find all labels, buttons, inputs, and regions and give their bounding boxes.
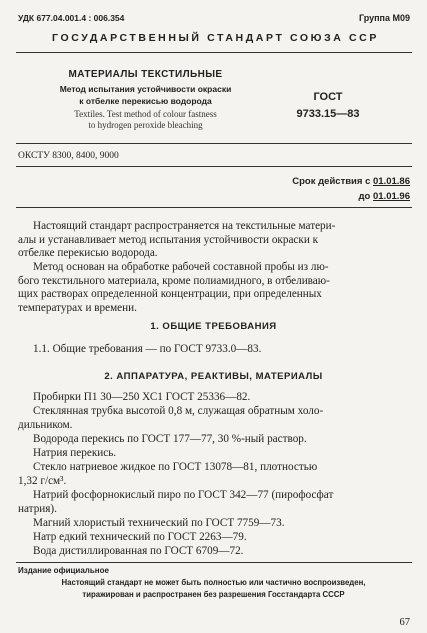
validity-end — [359, 191, 410, 202]
section2-heading: 2. АППАРАТУРА, РЕАКТИВЫ, МАТЕРИАЛЫ — [104, 371, 323, 382]
okstu-rule — [16, 166, 412, 167]
document-subtitle-line1: Метод испытания устойчивости окраски — [59, 84, 232, 94]
document-title: МАТЕРИАЛЫ ТЕКСТИЛЬНЫЕ — [68, 69, 223, 80]
intro-line: бого текстильного материала, кроме полиамидного, в отбеливаю- — [18, 275, 330, 287]
footer-rule — [16, 562, 412, 563]
page-number: 67 — [399, 617, 410, 628]
gost-label: ГОСТ — [313, 91, 343, 103]
section1-heading: 1. ОБЩИЕ ТРЕБОВАНИЯ — [150, 321, 277, 332]
intro-line: алы и устанавливает метод испытания устойчивости окраски к — [18, 234, 319, 246]
state-standard-banner: ГОСУДАРСТВЕННЫЙ СТАНДАРТ СОЮЗА ССР — [52, 32, 379, 44]
title-rule — [16, 143, 412, 144]
equipment-item: 1,32 г/см³. — [18, 475, 67, 487]
equipment-item: натрия). — [18, 503, 57, 515]
validity-start — [292, 176, 410, 187]
header-rule — [16, 52, 412, 53]
equipment-item: Вода дистиллированная по ГОСТ 6709—72. — [33, 545, 244, 557]
validity-end-date: 01.01.96 — [373, 191, 410, 202]
intro-line: отбелке перекисью водорода. — [18, 247, 158, 259]
okstu-code: ОКСТУ 8300, 8400, 9000 — [18, 151, 119, 161]
validity-start-date: 01.01.86 — [373, 176, 410, 187]
intro-line: Настоящий стандарт распространяется на текстильные матери- — [33, 220, 336, 232]
group-code: Группа М09 — [358, 13, 410, 23]
equipment-item: Магний хлористый технический по ГОСТ 7759—73. — [33, 517, 285, 529]
equipment-item: Водорода перекись по ГОСТ 177—77, 30 %-ный раствор. — [33, 433, 307, 445]
english-title-line1: Textiles. Test method of colour fastness — [74, 109, 217, 119]
equipment-item: Натр едкий технический по ГОСТ 2263—79. — [33, 531, 247, 543]
english-title-line2: to hydrogen peroxide bleaching — [88, 120, 203, 130]
equipment-item: Натрия перекись. — [33, 447, 117, 459]
official-edition-label: Издание официальное — [18, 566, 109, 575]
equipment-item: Стекло натриевое жидкое по ГОСТ 13078—81, плотностью — [33, 461, 318, 473]
udk-code: УДК 677.04.001.4 : 006.354 — [18, 13, 125, 23]
intro-line: Метод основан на обработке рабочей составной пробы из лю- — [33, 261, 329, 273]
equipment-item: Натрий фосфорнокислый пиро по ГОСТ 342—77 (пирофосфат — [33, 489, 334, 501]
validity-rule — [16, 207, 412, 208]
gost-number: 9733.15—83 — [296, 108, 360, 120]
document-subtitle-line2: к отбелке перекисью водорода — [79, 96, 212, 106]
intro-line: щих растворах определенной концентрации, при определенных — [18, 288, 322, 300]
equipment-item: Пробирки П1 30—250 ХС1 ГОСТ 25336—82. — [33, 391, 251, 403]
equipment-item: дильником. — [18, 419, 73, 431]
section1-item: 1.1. Общие требования — по ГОСТ 9733.0—83. — [33, 343, 262, 355]
copyright-notice-line2: тиражирован и распространен без разрешения Госстандарта СССР — [82, 590, 345, 599]
validity-start-label: Срок действия с — [292, 176, 371, 187]
copyright-notice-line1: Настоящий стандарт не может быть полностью или частично воспроизведен, — [61, 578, 366, 587]
equipment-item: Стеклянная трубка высотой 0,8 м, служащая обратным холо- — [33, 405, 324, 417]
intro-line: температурах и времени. — [18, 302, 137, 314]
validity-end-label: до — [358, 191, 371, 202]
